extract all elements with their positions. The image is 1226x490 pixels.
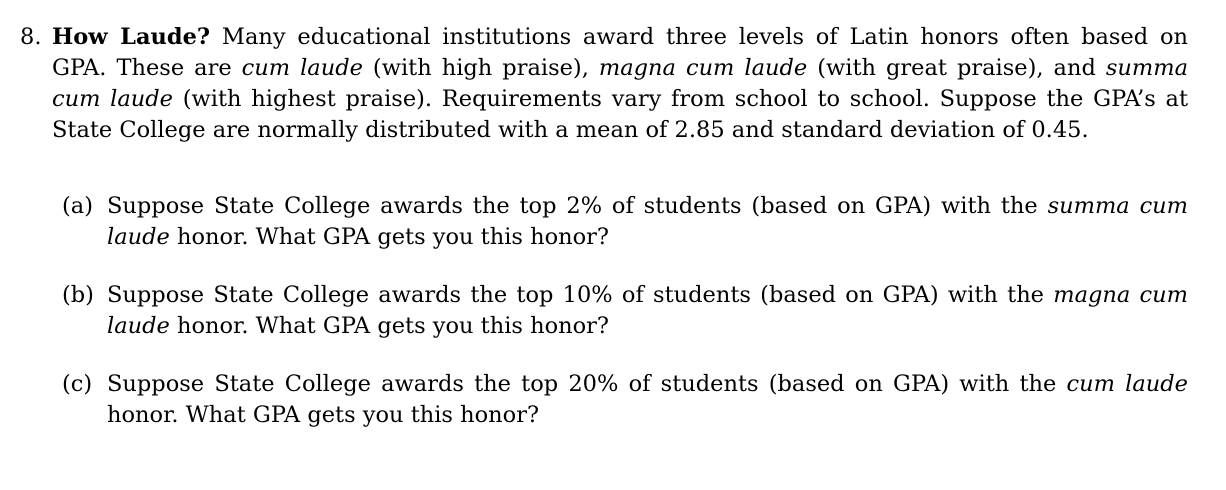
part-a — [62, 191, 1188, 253]
problem-title: How Laude? — [52, 24, 211, 50]
intro-text-4: (with highest praise). Requirements vary from school to school. Suppose the GPA’s at State College are normally distributed with a mean of 2.85 and standard deviation of 0.45. — [52, 86, 1188, 143]
part-a-text-before: Suppose State College awards the top 2% of students (based on GPA) with the — [107, 193, 1048, 219]
term-cum-laude: cum laude — [241, 55, 363, 81]
problem-statement — [52, 22, 1188, 146]
part-a-label: (a) — [62, 193, 93, 219]
intro-text-2: (with high praise), — [362, 55, 599, 81]
term-magna-cum-laude: magna cum laude — [598, 55, 808, 81]
part-a-text — [107, 191, 1188, 253]
part-a-text-after: honor. What GPA gets you this honor? — [169, 224, 609, 250]
part-b — [62, 280, 1188, 342]
part-c-text-after: honor. What GPA gets you this honor? — [107, 402, 540, 428]
part-a-honor: summa cum laude — [107, 193, 1188, 250]
term-summa-cum-laude: summa cum laude — [52, 55, 1188, 112]
part-c-honor: cum laude — [1066, 371, 1188, 397]
part-b-text — [107, 280, 1188, 342]
sub-questions — [62, 191, 1188, 458]
part-b-text-before: Suppose State College awards the top 10% of students (based on GPA) with the — [107, 282, 1054, 308]
part-b-honor: magna cum laude — [107, 282, 1188, 339]
part-b-text-after: honor. What GPA gets you this honor? — [169, 313, 609, 339]
part-c-text — [107, 369, 1188, 431]
part-b-label: (b) — [62, 282, 94, 308]
problem-8 — [20, 22, 1188, 146]
part-c-label: (c) — [62, 371, 93, 397]
part-c-text-before: Suppose State College awards the top 20% of students (based on GPA) with the — [107, 371, 1067, 397]
part-c — [62, 369, 1188, 431]
intro-text-1: Many educational institutions award three levels of Latin honors often based on GPA. These are — [52, 24, 1188, 81]
problem-number: 8. — [20, 24, 42, 50]
intro-text-3: (with great praise), and — [807, 55, 1106, 81]
